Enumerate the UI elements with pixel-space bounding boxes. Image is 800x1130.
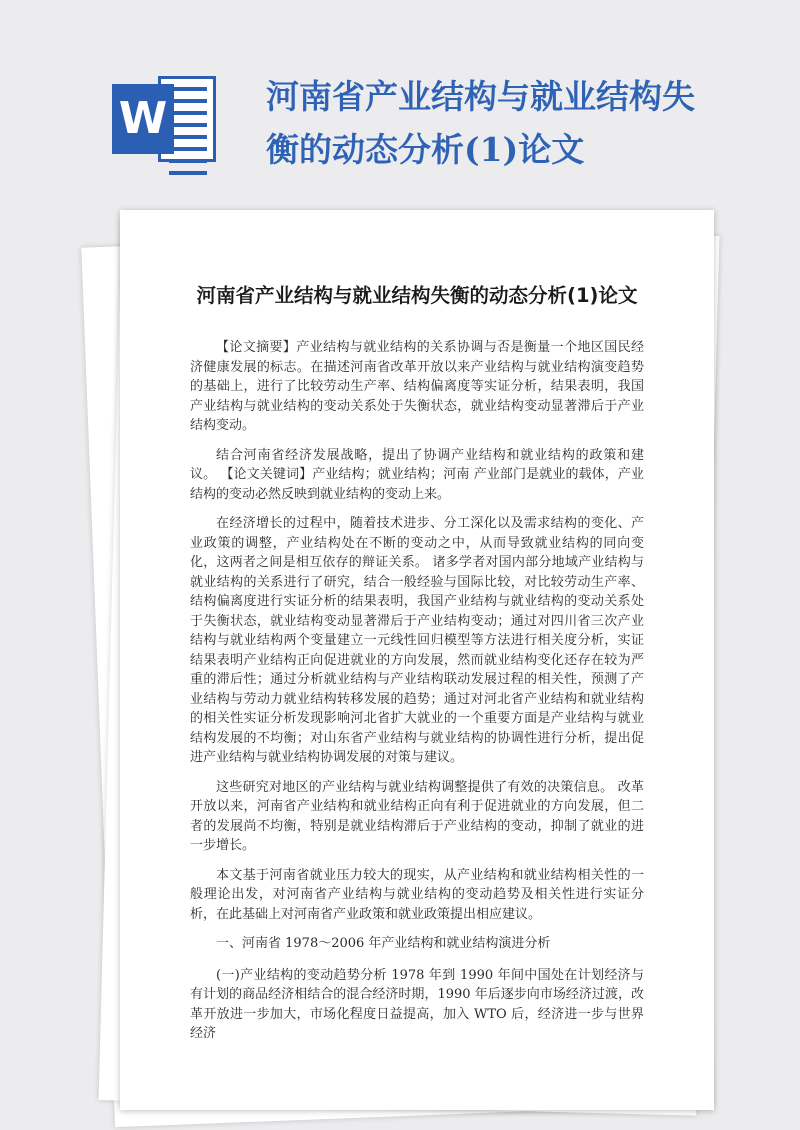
banner-title: 河南省产业结构与就业结构失衡的动态分析(1)论文: [266, 77, 695, 169]
document-page: [120, 210, 714, 1110]
page-title: 河南省产业结构与就业结构失衡的动态分析(1)论文: [196, 284, 638, 307]
section-heading: 一、河南省 1978～2006 年产业结构和就业结构演进分析: [216, 936, 551, 951]
paragraph-trend-analysis: (一)产业结构的变动趋势分析 1978 年到 1990 年间中国处在计划经济与有计划的商品经济相结合的混合经济时期，1990 年后逐步向市场经济过渡，改革开放进一步加大，市场化程度日益提高，加入 WTO 后，经济进一步与世界经济: [190, 967, 644, 1041]
paragraph-findings: 这些研究对地区的产业结构与就业结构调整提供了有效的决策信息。 改革开放以来，河南省产业结构和就业结构正向有利于促进就业的方向发展，但二者的发展尚不均衡，特别是就业结构滞后于产业结构的变动，抑制了就业的进一步增长。: [190, 779, 644, 853]
paragraph-abstract: 【论文摘要】产业结构与就业结构的关系协调与否是衡量一个地区国民经济健康发展的标志。在描述河南省改革开放以来产业结构与就业结构演变趋势的基础上，进行了比较劳动生产率、结构偏离度等实证分析，结果表明，我国产业结构与就业结构的变动关系处于失衡状态，就业结构变动显著滞后于产业结构变动。: [190, 340, 644, 433]
paragraph-purpose: 本文基于河南省就业压力较大的现实，从产业结构和就业结构相关性的一般理论出发，对河南省产业结构与就业结构的变动趋势及相关性进行实证分析，在此基础上对河南省产业政策和就业政策提出相应建议。: [190, 867, 644, 922]
word-letter-icon: W: [112, 84, 174, 154]
paragraph-keywords: 结合河南省经济发展战略，提出了协调产业结构和就业结构的政策和建议。 【论文关键词】产业结构；就业结构；河南 产业部门是就业的载体，产业结构的变动必然反映到就业结构的变动上来。: [190, 447, 644, 502]
word-app-icon: [112, 70, 218, 168]
paragraph-literature: 在经济增长的过程中，随着技术进步、分工深化以及需求结构的变化、产业政策的调整，产业结构处在不断的变动之中，从而导致就业结构的同向变化，这两者之间是相互依存的辩证关系。 诸多学者对国内部分地域产业结构与就业结构的关系进行了研究，结合一般经验与国际比较，对比较劳动生产率、结构偏离度进行实证分析的结果表明，我国产业结构与就业结构的变动关系处于失衡状态，就业结构变动显著滞后于产业结构变动；通过对四川省三次产业结构与就业结构两个变量建立一元线性回归模型等方法进行相关度分析，实证结果表明产业结构正向促进就业的方向发展，然而就业结构变化还存在较为严重的滞后性；通过分析就业结构与产业结构联动发展过程的相关性，预测了产业结构与劳动力就业结构转移发展的趋势；通过对河北省产业结构和就业结构的相关性实证分析发现影响河北省扩大就业的一个重要方面是产业结构与就业结构发展的不均衡；对山东省产业结构与就业结构的协调性进行分析，提出促进产业结构与就业结构协调发展的对策与建议。: [190, 516, 644, 765]
